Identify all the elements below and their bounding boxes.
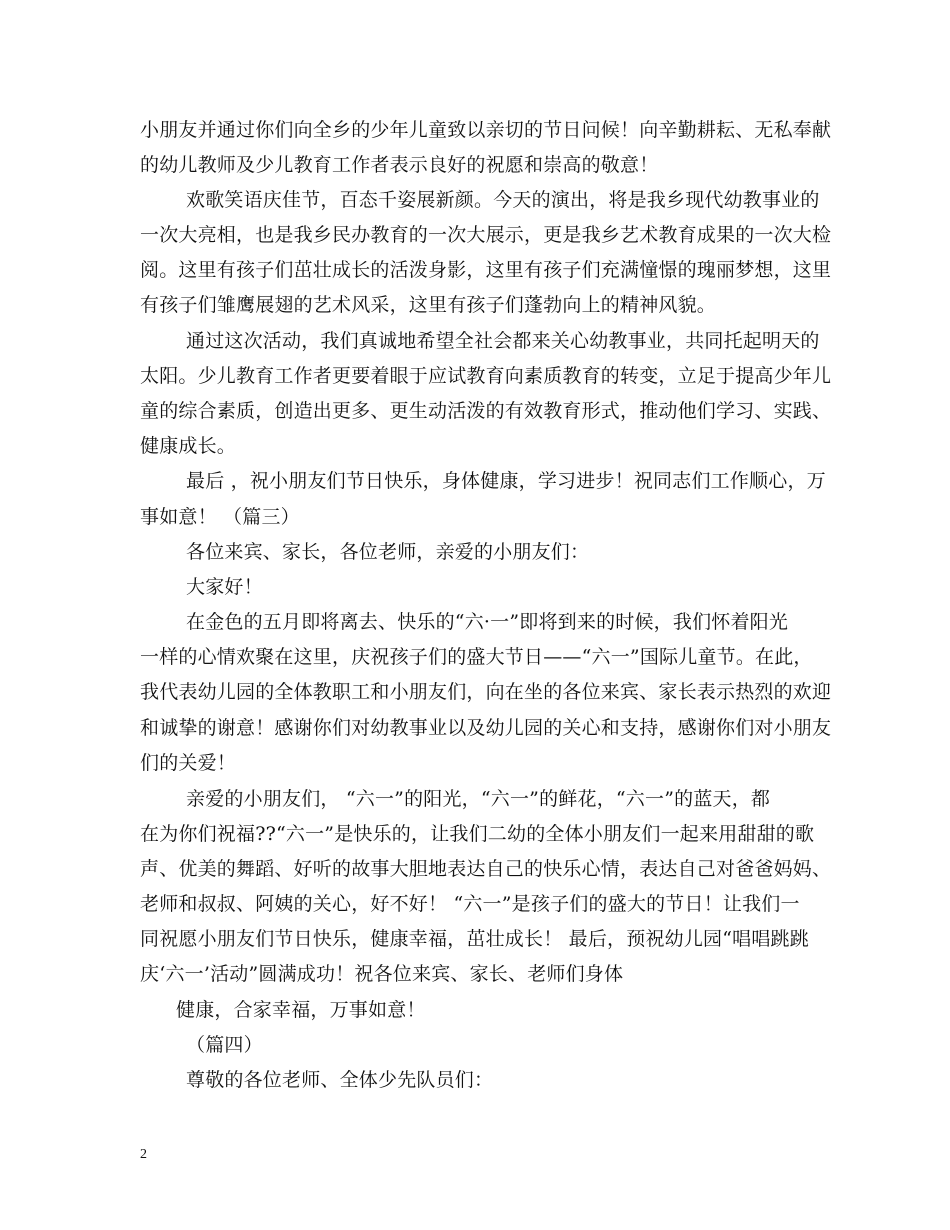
text-line: 和诚挚的谢意！感谢你们对幼教事业以及幼儿园的关心和支持，感谢你们对小朋友 [140, 717, 832, 739]
text-line: 庆‘六一’活动”圆满成功！祝各位来宾、家长、老师们身体 [140, 963, 624, 985]
text-line: 事如意！ （篇三） [140, 506, 300, 528]
text-line: 声、优美的舞蹈、好听的故事大胆地表达自己的快乐心情，表达自己对爸爸妈妈、 [140, 858, 832, 880]
text-line: 在金色的五月即将离去、快乐的“六·一”即将到来的时候，我们怀着阳光 [186, 611, 789, 633]
text-line: 一样的心情欢聚在这里，庆祝孩子们的盛大节日——“六一”国际儿童节。在此， [140, 646, 813, 668]
text-line: 在为你们祝福??“六一”是快乐的，让我们二幼的全体小朋友们一起来用甜甜的歌 [140, 823, 815, 845]
text-line: 阅。这里有孩子们茁壮成长的活泼身影，这里有孩子们充满憧憬的瑰丽梦想，这里 [140, 259, 832, 281]
text-line: 最后 ，祝小朋友们节日快乐，身体健康，学习进步！祝同志们工作顺心，万 [186, 470, 826, 492]
text-line: 大家好！ [186, 576, 263, 598]
text-line: 小朋友并通过你们向全乡的少年儿童致以亲切的节日问候！向辛勤耕耘、无私奉献 [140, 119, 832, 141]
text-line: 同祝愿小朋友们节日快乐，健康幸福，茁壮成长！ 最后，预祝幼儿园“唱唱跳跳 [140, 928, 809, 950]
text-line: 童的综合素质，创造出更多、更生动活泼的有效教育形式，推动他们学习、实践、 [140, 400, 832, 422]
text-line: （篇四） [186, 1034, 263, 1056]
text-line: 健康，合家幸福，万事如意！ [176, 999, 426, 1021]
text-line: 太阳。少儿教育工作者更要着眼于应试教育向素质教育的转变，立足于提高少年儿 [140, 365, 832, 387]
text-line: 的幼儿教师及少儿教育工作者表示良好的祝愿和崇高的敬意！ [140, 154, 659, 176]
text-line: 一次大亮相，也是我乡民办教育的一次大展示，更是我乡艺术教育成果的一次大检 [140, 224, 832, 246]
text-line: 通过这次活动，我们真诚地希望全社会都来关心幼教事业，共同托起明天的 [186, 330, 820, 352]
text-line: 各位来宾、家长，各位老师，亲爱的小朋友们： [186, 541, 590, 563]
text-line: 们的关爱！ [140, 752, 237, 774]
text-line: 有孩子们雏鹰展翅的艺术风采，这里有孩子们蓬勃向上的精神风貌。 [140, 294, 717, 316]
text-line: 欢歌笑语庆佳节，百态千姿展新颜。今天的演出，将是我乡现代幼教事业的 [186, 189, 820, 211]
text-line: 亲爱的小朋友们， “六一”的阳光，“六一”的鲜花，“六一”的蓝天，都 [186, 788, 771, 810]
page-number: 2 [140, 1147, 147, 1162]
text-line: 我代表幼儿园的全体教职工和小朋友们，向在坐的各位来宾、家长表示热烈的欢迎 [140, 681, 832, 703]
text-line: 老师和叔叔、阿姨的关心，好不好！ “六一”是孩子们的盛大的节日！让我们一 [140, 893, 800, 915]
text-line: 尊敬的各位老师、全体少先队员们： [186, 1069, 494, 1091]
text-line: 健康成长。 [140, 435, 237, 457]
